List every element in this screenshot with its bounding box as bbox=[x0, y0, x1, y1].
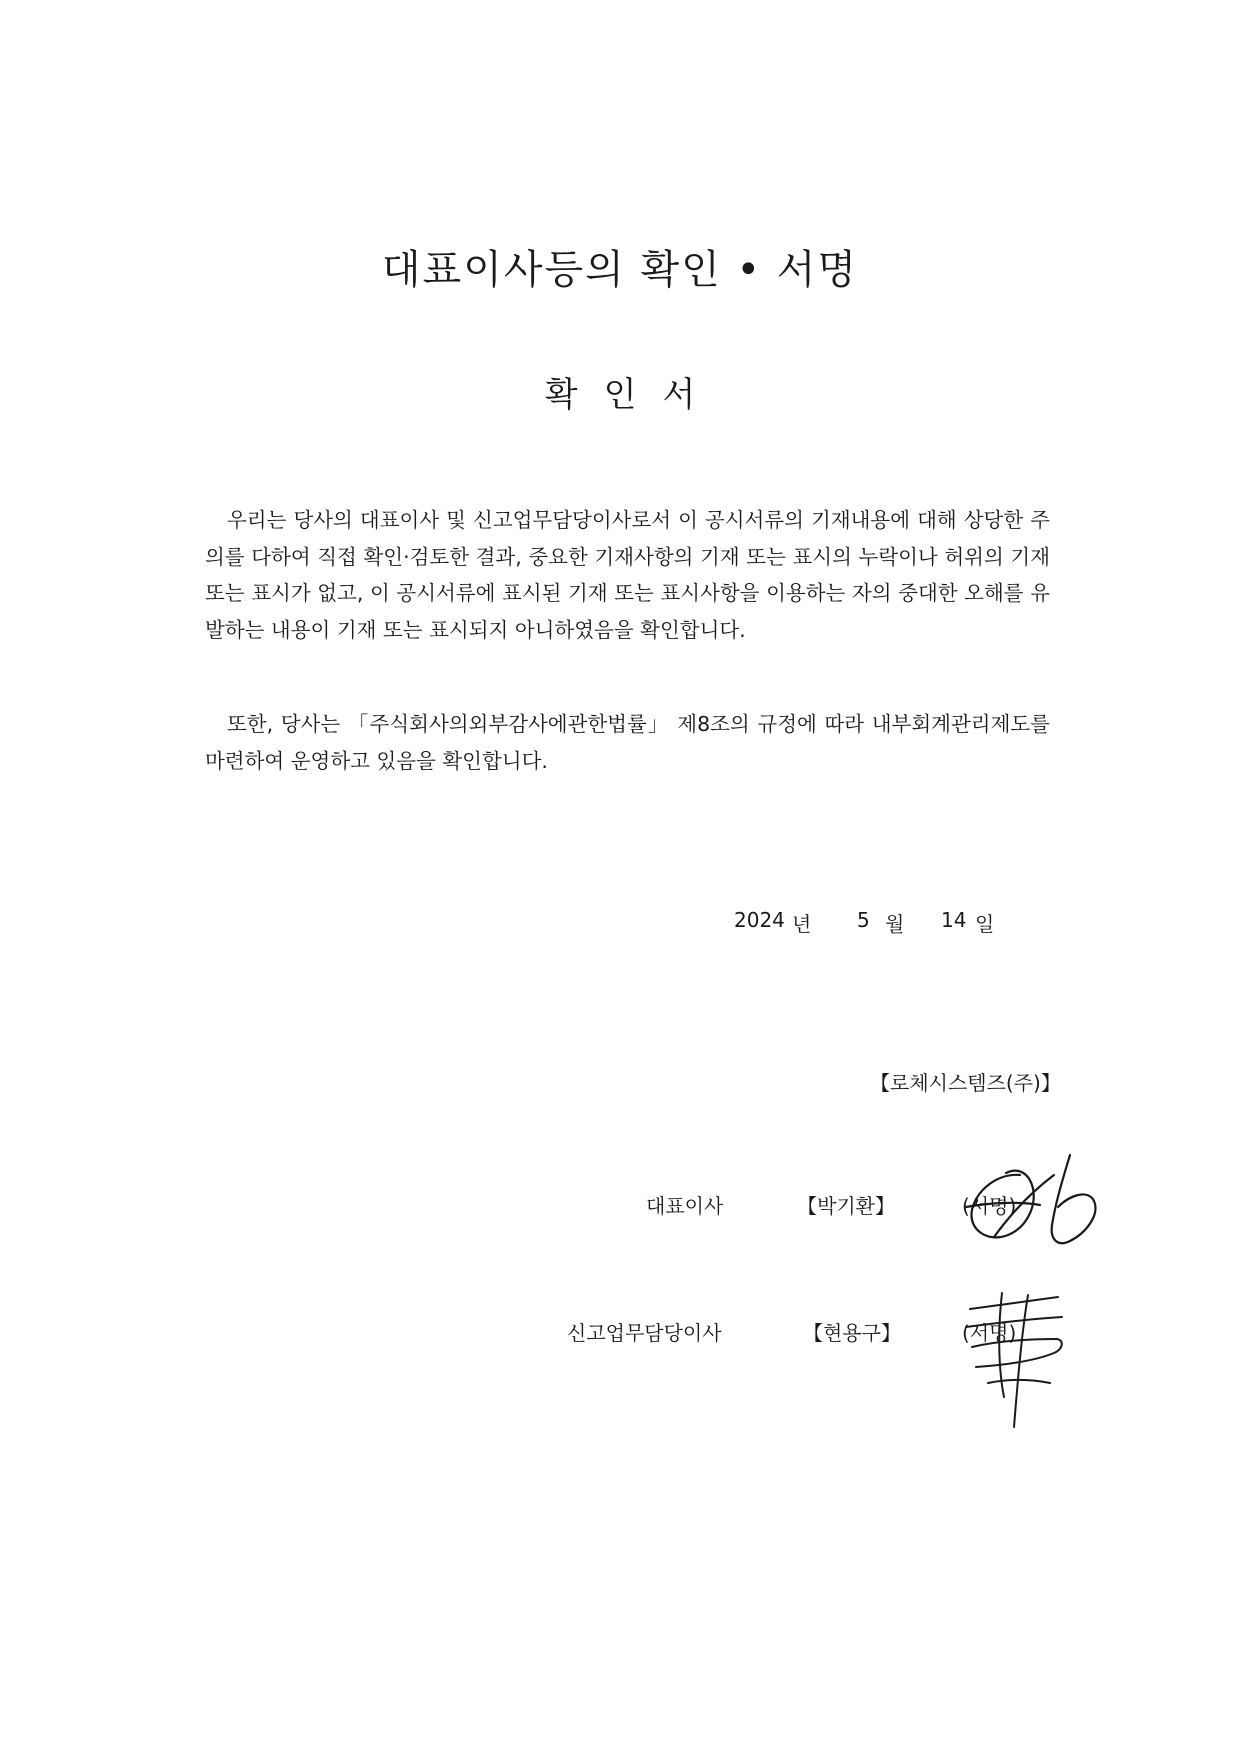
company-name: 【로체시스템즈(주)】 bbox=[870, 1071, 1061, 1095]
date-month-label: 월 bbox=[885, 912, 905, 936]
signer-name: 【현용구】 bbox=[803, 1321, 901, 1345]
signer-role: 대표이사 bbox=[646, 1194, 724, 1218]
date-year-label: 년 bbox=[792, 912, 812, 936]
signature-ceo-image bbox=[958, 1145, 1118, 1260]
signer-name: 【박기환】 bbox=[797, 1194, 895, 1218]
document-subtitle: 확인서 bbox=[544, 375, 722, 415]
date-year: 2024 bbox=[734, 908, 785, 932]
signer-role: 신고업무담당이사 bbox=[567, 1321, 722, 1345]
signature-label: (서명) bbox=[962, 1321, 1017, 1345]
date-day-label: 일 bbox=[975, 912, 995, 936]
document-title: 대표이사등의 확인 • 서명 bbox=[381, 247, 859, 293]
date-month: 5 bbox=[857, 908, 870, 932]
date-day: 14 bbox=[941, 908, 967, 932]
confirmation-paragraph: 우리는 당사의 대표이사 및 신고업무담당이사로서 이 공시서류의 기재내용에 대해 상당한 주의를 다하여 직접 확인·검토한 결과, 중요한 기재사항의 기재 또는 표시의 누락이나 허위의 기재 또는 표시가 없고, 이 공시서류에 표시된 기재 또는 표시사항을 이용하는 자의 중대한 오해를 유발하는 내용이 기재 또는 표시되지 아니하였음을 확인합니다. bbox=[205, 508, 1050, 642]
signature-director-image bbox=[958, 1287, 1078, 1432]
internal-control-paragraph: 또한, 당사는 「주식회사의외부감사에관한법률」 제8조의 규정에 따라 내부회계관리제도를 마련하여 운영하고 있음을 확인합니다. bbox=[205, 712, 1050, 773]
date-line bbox=[734, 908, 994, 937]
signature-label: (서명) bbox=[962, 1194, 1017, 1218]
